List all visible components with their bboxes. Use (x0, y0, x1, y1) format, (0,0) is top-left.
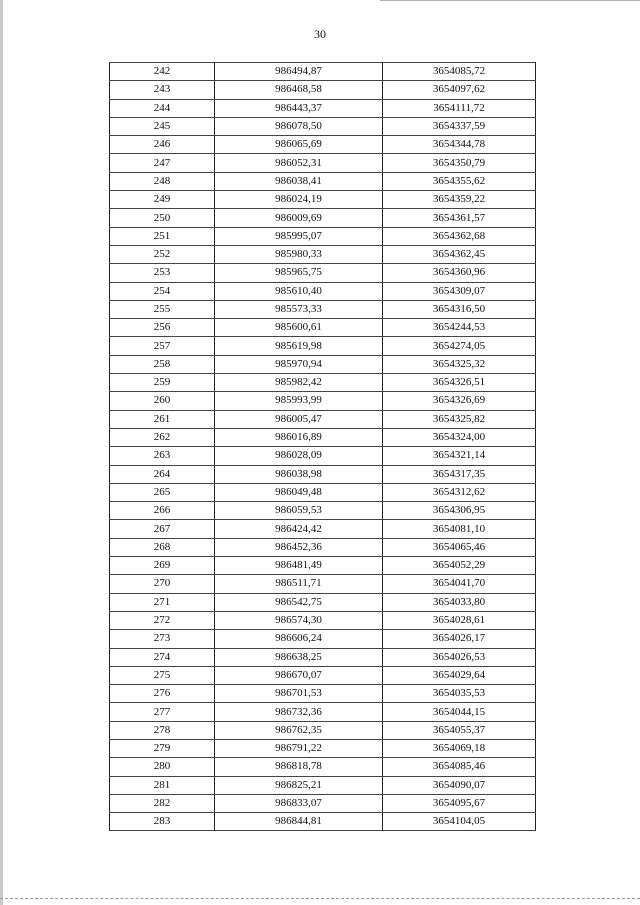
point-number-cell: 260 (110, 392, 215, 410)
y-coordinate-cell: 3654325,32 (383, 355, 536, 373)
table-row (110, 593, 536, 611)
point-number-cell: 276 (110, 685, 215, 703)
table-row (110, 191, 536, 209)
table-row (110, 703, 536, 721)
point-number-cell: 264 (110, 465, 215, 483)
coordinates-table-body (110, 63, 536, 831)
table-row (110, 813, 536, 831)
table-row (110, 611, 536, 629)
x-coordinate-cell: 986542,75 (215, 593, 383, 611)
y-coordinate-cell: 3654316,50 (383, 300, 536, 318)
point-number-cell: 259 (110, 374, 215, 392)
x-coordinate-cell: 985965,75 (215, 264, 383, 282)
x-coordinate-cell: 986606,24 (215, 630, 383, 648)
x-coordinate-cell: 986452,36 (215, 538, 383, 556)
point-number-cell: 262 (110, 428, 215, 446)
point-number-cell: 282 (110, 794, 215, 812)
y-coordinate-cell: 3654028,61 (383, 611, 536, 629)
table-row (110, 630, 536, 648)
point-number-cell: 277 (110, 703, 215, 721)
x-coordinate-cell: 986762,35 (215, 721, 383, 739)
point-number-cell: 279 (110, 739, 215, 757)
y-coordinate-cell: 3654326,51 (383, 374, 536, 392)
x-coordinate-cell: 986511,71 (215, 575, 383, 593)
table-row (110, 136, 536, 154)
x-coordinate-cell: 986574,30 (215, 611, 383, 629)
table-row (110, 502, 536, 520)
table-row (110, 117, 536, 135)
y-coordinate-cell: 3654097,62 (383, 81, 536, 99)
table-row (110, 410, 536, 428)
table-row (110, 557, 536, 575)
table-row (110, 337, 536, 355)
y-coordinate-cell: 3654104,05 (383, 813, 536, 831)
y-coordinate-cell: 3654274,05 (383, 337, 536, 355)
point-number-cell: 254 (110, 282, 215, 300)
y-coordinate-cell: 3654069,18 (383, 739, 536, 757)
table-row (110, 227, 536, 245)
point-number-cell: 261 (110, 410, 215, 428)
point-number-cell: 249 (110, 191, 215, 209)
point-number-cell: 256 (110, 319, 215, 337)
coordinates-table (109, 62, 536, 831)
table-row (110, 63, 536, 81)
point-number-cell: 246 (110, 136, 215, 154)
point-number-cell: 281 (110, 776, 215, 794)
table-row (110, 465, 536, 483)
y-coordinate-cell: 3654055,37 (383, 721, 536, 739)
x-coordinate-cell: 986833,07 (215, 794, 383, 812)
scan-edge-top (380, 0, 640, 1)
table-row (110, 721, 536, 739)
y-coordinate-cell: 3654312,62 (383, 483, 536, 501)
x-coordinate-cell: 986038,98 (215, 465, 383, 483)
table-row (110, 483, 536, 501)
y-coordinate-cell: 3654244,53 (383, 319, 536, 337)
y-coordinate-cell: 3654344,78 (383, 136, 536, 154)
point-number-cell: 253 (110, 264, 215, 282)
point-number-cell: 278 (110, 721, 215, 739)
y-coordinate-cell: 3654033,80 (383, 593, 536, 611)
x-coordinate-cell: 986038,41 (215, 172, 383, 190)
table-row (110, 99, 536, 117)
x-coordinate-cell: 985619,98 (215, 337, 383, 355)
table-row (110, 264, 536, 282)
y-coordinate-cell: 3654325,82 (383, 410, 536, 428)
point-number-cell: 273 (110, 630, 215, 648)
x-coordinate-cell: 986481,49 (215, 557, 383, 575)
table-row (110, 245, 536, 263)
x-coordinate-cell: 985995,07 (215, 227, 383, 245)
x-coordinate-cell: 986443,37 (215, 99, 383, 117)
table-row (110, 319, 536, 337)
table-row (110, 794, 536, 812)
y-coordinate-cell: 3654090,07 (383, 776, 536, 794)
x-coordinate-cell: 986844,81 (215, 813, 383, 831)
scan-edge-bottom (0, 898, 640, 899)
point-number-cell: 270 (110, 575, 215, 593)
y-coordinate-cell: 3654324,00 (383, 428, 536, 446)
point-number-cell: 243 (110, 81, 215, 99)
x-coordinate-cell: 986049,48 (215, 483, 383, 501)
x-coordinate-cell: 986009,69 (215, 209, 383, 227)
point-number-cell: 257 (110, 337, 215, 355)
y-coordinate-cell: 3654041,70 (383, 575, 536, 593)
point-number-cell: 268 (110, 538, 215, 556)
point-number-cell: 275 (110, 666, 215, 684)
y-coordinate-cell: 3654337,59 (383, 117, 536, 135)
y-coordinate-cell: 3654052,29 (383, 557, 536, 575)
x-coordinate-cell: 986052,31 (215, 154, 383, 172)
x-coordinate-cell: 986065,69 (215, 136, 383, 154)
x-coordinate-cell: 986791,22 (215, 739, 383, 757)
point-number-cell: 252 (110, 245, 215, 263)
point-number-cell: 280 (110, 758, 215, 776)
page-number: 30 (314, 27, 326, 41)
y-coordinate-cell: 3654081,10 (383, 520, 536, 538)
point-number-cell: 263 (110, 447, 215, 465)
table-row (110, 300, 536, 318)
table-row (110, 355, 536, 373)
scan-edge-left (0, 0, 3, 905)
table-row (110, 447, 536, 465)
x-coordinate-cell: 986016,89 (215, 428, 383, 446)
y-coordinate-cell: 3654035,53 (383, 685, 536, 703)
y-coordinate-cell: 3654361,57 (383, 209, 536, 227)
point-number-cell: 269 (110, 557, 215, 575)
table-row (110, 575, 536, 593)
x-coordinate-cell: 985980,33 (215, 245, 383, 263)
point-number-cell: 250 (110, 209, 215, 227)
y-coordinate-cell: 3654321,14 (383, 447, 536, 465)
table-row (110, 520, 536, 538)
x-coordinate-cell: 986468,58 (215, 81, 383, 99)
y-coordinate-cell: 3654065,46 (383, 538, 536, 556)
y-coordinate-cell: 3654029,64 (383, 666, 536, 684)
x-coordinate-cell: 986818,78 (215, 758, 383, 776)
table-row (110, 282, 536, 300)
table-row (110, 648, 536, 666)
table-row (110, 209, 536, 227)
y-coordinate-cell: 3654360,96 (383, 264, 536, 282)
table-row (110, 81, 536, 99)
point-number-cell: 247 (110, 154, 215, 172)
point-number-cell: 266 (110, 502, 215, 520)
table-row (110, 758, 536, 776)
y-coordinate-cell: 3654044,15 (383, 703, 536, 721)
table-row (110, 428, 536, 446)
x-coordinate-cell: 986024,19 (215, 191, 383, 209)
y-coordinate-cell: 3654095,67 (383, 794, 536, 812)
x-coordinate-cell: 986028,09 (215, 447, 383, 465)
y-coordinate-cell: 3654111,72 (383, 99, 536, 117)
y-coordinate-cell: 3654026,53 (383, 648, 536, 666)
x-coordinate-cell: 986701,53 (215, 685, 383, 703)
x-coordinate-cell: 985600,61 (215, 319, 383, 337)
point-number-cell: 244 (110, 99, 215, 117)
x-coordinate-cell: 986078,50 (215, 117, 383, 135)
point-number-cell: 248 (110, 172, 215, 190)
x-coordinate-cell: 986670,07 (215, 666, 383, 684)
point-number-cell: 245 (110, 117, 215, 135)
point-number-cell: 258 (110, 355, 215, 373)
point-number-cell: 272 (110, 611, 215, 629)
x-coordinate-cell: 985982,42 (215, 374, 383, 392)
x-coordinate-cell: 986059,53 (215, 502, 383, 520)
table-row (110, 374, 536, 392)
table-row (110, 154, 536, 172)
x-coordinate-cell: 986424,42 (215, 520, 383, 538)
table-row (110, 172, 536, 190)
x-coordinate-cell: 986732,36 (215, 703, 383, 721)
y-coordinate-cell: 3654085,72 (383, 63, 536, 81)
x-coordinate-cell: 985993,99 (215, 392, 383, 410)
point-number-cell: 251 (110, 227, 215, 245)
y-coordinate-cell: 3654362,45 (383, 245, 536, 263)
point-number-cell: 265 (110, 483, 215, 501)
point-number-cell: 271 (110, 593, 215, 611)
table-row (110, 776, 536, 794)
x-coordinate-cell: 986494,87 (215, 63, 383, 81)
x-coordinate-cell: 986825,21 (215, 776, 383, 794)
x-coordinate-cell: 986005,47 (215, 410, 383, 428)
y-coordinate-cell: 3654306,95 (383, 502, 536, 520)
point-number-cell: 255 (110, 300, 215, 318)
y-coordinate-cell: 3654309,07 (383, 282, 536, 300)
table-row (110, 392, 536, 410)
y-coordinate-cell: 3654350,79 (383, 154, 536, 172)
x-coordinate-cell: 986638,25 (215, 648, 383, 666)
table-row (110, 685, 536, 703)
y-coordinate-cell: 3654359,22 (383, 191, 536, 209)
y-coordinate-cell: 3654317,35 (383, 465, 536, 483)
y-coordinate-cell: 3654355,62 (383, 172, 536, 190)
table-row (110, 666, 536, 684)
x-coordinate-cell: 985610,40 (215, 282, 383, 300)
y-coordinate-cell: 3654362,68 (383, 227, 536, 245)
y-coordinate-cell: 3654326,69 (383, 392, 536, 410)
y-coordinate-cell: 3654026,17 (383, 630, 536, 648)
x-coordinate-cell: 985573,33 (215, 300, 383, 318)
point-number-cell: 267 (110, 520, 215, 538)
point-number-cell: 242 (110, 63, 215, 81)
point-number-cell: 283 (110, 813, 215, 831)
x-coordinate-cell: 985970,94 (215, 355, 383, 373)
table-row (110, 739, 536, 757)
point-number-cell: 274 (110, 648, 215, 666)
y-coordinate-cell: 3654085,46 (383, 758, 536, 776)
table-row (110, 538, 536, 556)
